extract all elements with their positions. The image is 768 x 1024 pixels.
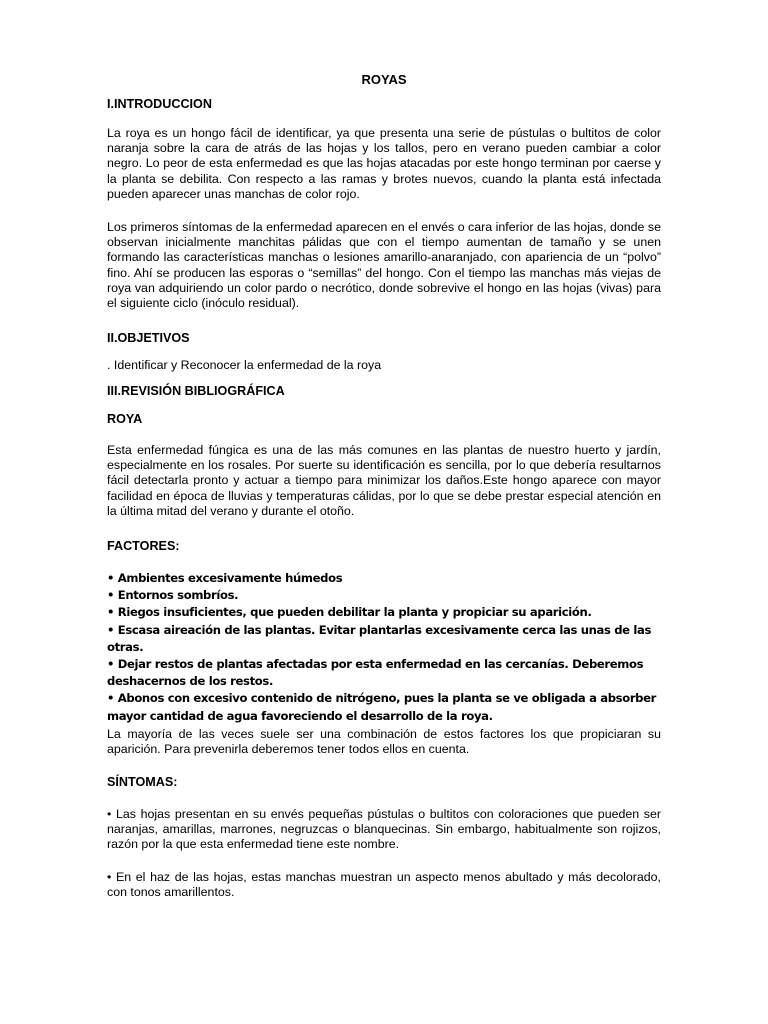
roya-heading: ROYA: [107, 412, 143, 426]
objetivos-heading: II.OBJETIVOS: [107, 331, 190, 345]
revision-heading: III.REVISIÓN BIBLIOGRÁFICA: [107, 384, 285, 398]
list-item: • Entornos sombríos.: [107, 587, 667, 604]
sintomas-paragraph-1: • Las hojas presentan en su envés pequeñas pústulas o bultitos con coloraciones que pueden ser naranjas, amarillas, marrones, negruzcas o blanquecinas. Sin embargo, habitualmente son rojizos, razón por la que esta enfermedad tiene este nombre.: [107, 807, 661, 852]
factores-list: [107, 570, 667, 725]
intro-heading: I.INTRODUCCION: [107, 97, 212, 111]
list-item: • Dejar restos de plantas afectadas por esta enfermedad en las cercanías. Deberemos deshacernos de los restos.: [107, 656, 667, 690]
intro-paragraph-2: Los primeros síntomas de la enfermedad aparecen en el envés o cara inferior de las hojas, donde se observan inicialmente manchitas pálidas que con el tiempo aumentan de tamaño y se unen formando las características manchas o lesiones amarillo-anaranjado, con apariencia de un “polvo” fino. Ahí se producen las esporas o “semillas” del hongo. Con el tiempo las manchas más viejas de roya van adquiriendo un color pardo o necrótico, donde sobrevive el hongo en las hojas (vivas) para el siguiente ciclo (inóculo residual).: [107, 220, 661, 311]
list-item: • Abonos con excesivo contenido de nitrógeno, pues la planta se ve obligada a absorber mayor cantidad de agua favoreciendo el desarrollo de la roya.: [107, 690, 667, 724]
objetivos-text: . Identificar y Reconocer la enfermedad de la roya: [107, 358, 382, 372]
sintomas-heading: SÍNTOMAS:: [107, 775, 178, 789]
factores-heading: FACTORES:: [107, 539, 180, 553]
list-item: • Ambientes excesivamente húmedos: [107, 570, 667, 587]
roya-paragraph: Esta enfermedad fúngica es una de las más comunes en las plantas de nuestro huerto y jardín, especialmente en los rosales. Por suerte su identificación es sencilla, por lo que debería resultarnos fácil detectarla pronto y actuar a tiempo para minimizar los daños.Este hongo aparece con mayor facilidad en época de lluvias y temperaturas cálidas, por lo que se debe prestar especial atención en la última mitad del verano y durante el otoño.: [107, 443, 661, 518]
list-item: • Riegos insuficientes, que pueden debilitar la planta y propiciar su aparición.: [107, 604, 667, 621]
intro-paragraph-1: La roya es un hongo fácil de identificar, ya que presenta una serie de pústulas o bultitos de color naranja sobre la cara de atrás de las hojas y los tallos, pero en verano pueden cambiar a color negro. Lo peor de esta enfermedad es que las hojas atacadas por este hongo terminan por caerse y la planta se debilita. Con respecto a las ramas y brotes nuevos, cuando la planta está infectada pueden aparecer unas manchas de color rojo.: [107, 126, 661, 201]
document-title: ROYAS: [361, 72, 407, 87]
sintomas-paragraph-2: • En el haz de las hojas, estas manchas muestran un aspecto menos abultado y más decolorado, con tonos amarillentos.: [107, 870, 661, 900]
factores-paragraph: La mayoría de las veces suele ser una combinación de estos factores los que propiciaran su aparición. Para prevenirla deberemos tener todos ellos en cuenta.: [107, 727, 661, 757]
list-item: • Escasa aireación de las plantas. Evitar plantarlas excesivamente cerca las unas de las otras.: [107, 622, 667, 656]
